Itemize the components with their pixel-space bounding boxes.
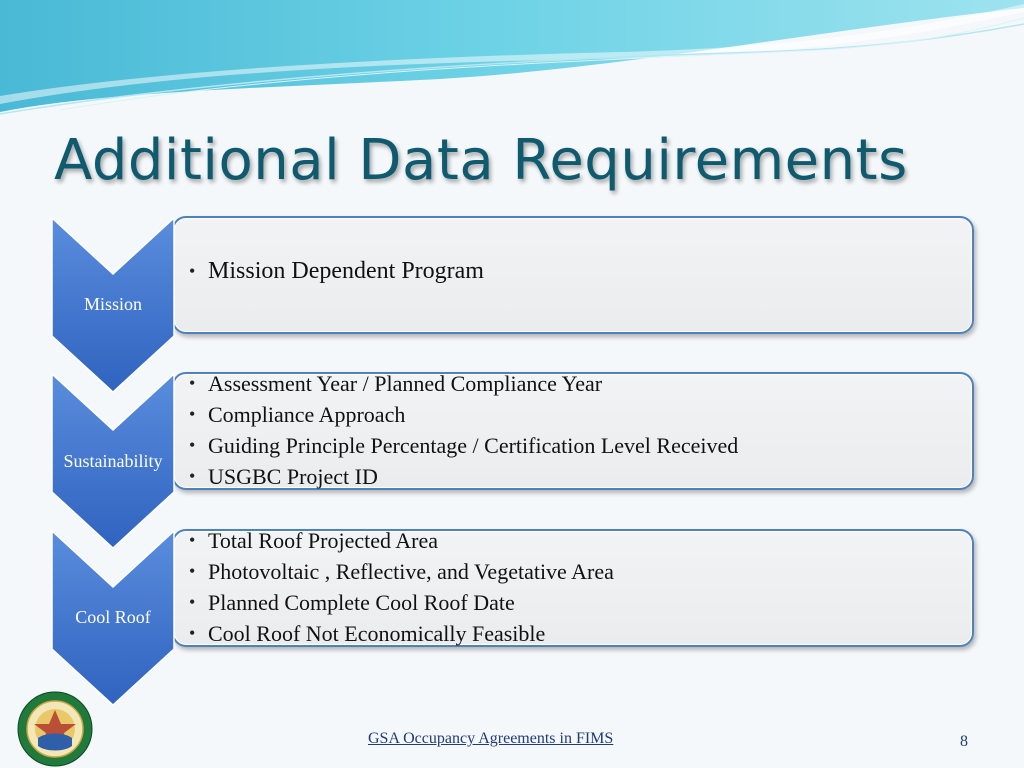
department-seal-logo bbox=[16, 690, 94, 768]
footer-link[interactable]: GSA Occupancy Agreements in FIMS bbox=[368, 730, 614, 747]
bullet-item: • Total Roof Projected Area bbox=[186, 525, 614, 556]
sustainability-label: Sustainability bbox=[63, 451, 163, 471]
mission-bullets bbox=[186, 256, 484, 287]
page-number: 8 bbox=[960, 733, 968, 750]
cool-roof-label: Cool Roof bbox=[75, 607, 151, 627]
bullet-item: • Compliance Approach bbox=[186, 399, 738, 430]
bullet-item: • Cool Roof Not Economically Feasible bbox=[186, 618, 614, 649]
bullet-item: • USGBC Project ID bbox=[186, 461, 738, 492]
bullet-item: • Photovoltaic , Reflective, and Vegetative Area bbox=[186, 556, 614, 587]
bullet-item: • Planned Complete Cool Roof Date bbox=[186, 587, 614, 618]
cool-roof-bullets bbox=[186, 525, 614, 649]
mission-label: Mission bbox=[83, 294, 143, 314]
sustainability-bullets bbox=[186, 368, 738, 492]
bullet-item: • Guiding Principle Percentage / Certification Level Received bbox=[186, 430, 738, 461]
slide-title: Additional Data Requirements bbox=[54, 128, 908, 193]
bullet-item: • Mission Dependent Program bbox=[186, 256, 484, 287]
bullet-item: • Assessment Year / Planned Compliance Year bbox=[186, 368, 738, 399]
